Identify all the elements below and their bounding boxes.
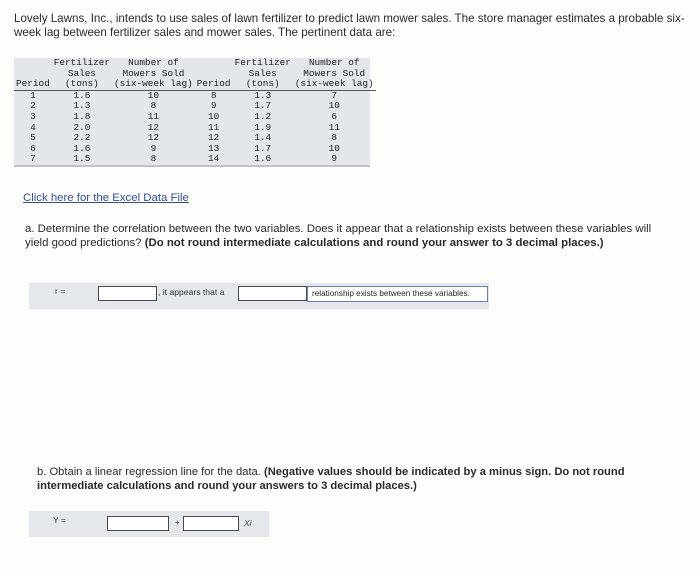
table-cell: 11 xyxy=(147,110,160,122)
table-cell: 7 xyxy=(30,153,36,165)
part-a-text: a. Determine the correlation between the two variables. Does it appear that a relationship exists between these variables will yield good predictions? xyxy=(25,223,652,249)
table-cell: 9 xyxy=(210,100,217,112)
table-cell: 10 xyxy=(147,89,160,101)
fertilizer-header-2c: (tons) xyxy=(233,79,293,90)
table-cell: 13 xyxy=(208,142,220,154)
table-cell: 3 xyxy=(30,110,36,122)
table-row xyxy=(14,101,376,112)
table-cell: 12 xyxy=(208,132,220,144)
table-cell: 12 xyxy=(147,132,160,144)
table-cell: 1.6 xyxy=(73,89,91,101)
mowers-header-1c: (six-week lag) xyxy=(114,78,193,90)
table-cell: 6 xyxy=(30,142,36,154)
table-cell: 8 xyxy=(210,89,217,101)
fertilizer-header-1b: Sales xyxy=(67,67,96,79)
period-header-1: Period xyxy=(16,78,50,90)
table-cell: 10 xyxy=(328,142,340,154)
data-table-container xyxy=(14,57,374,167)
mowers-header-1b: Mowers Sold xyxy=(122,67,185,79)
table-cell: 1.8 xyxy=(73,110,91,122)
table-row xyxy=(14,112,376,123)
table-cell: 2.2 xyxy=(73,132,91,144)
period-header-2: Period xyxy=(196,78,231,90)
table-cell: 1.2 xyxy=(254,110,272,122)
table-cell: 1.5 xyxy=(73,153,91,165)
table-cell: 1.6 xyxy=(73,142,91,154)
part-b-text: b. Obtain a linear regression line for the data. xyxy=(37,466,261,478)
table-cell: 6 xyxy=(331,110,338,122)
table-cell: 10 xyxy=(208,110,220,122)
fertilizer-header-2: Fertilizer xyxy=(234,57,291,68)
problem-intro: Lovely Lawns, Inc., intends to use sales of lawn fertilizer to predict lawn mower sales. The store manager estimates a probable six-week lag between fertilizer sales and mower sales. The pertinent data are: xyxy=(14,12,685,39)
table-row xyxy=(14,123,376,134)
table-row xyxy=(14,154,376,165)
fertilizer-header-1c: (tons) xyxy=(52,79,112,90)
table-cell: 8 xyxy=(331,132,338,144)
y-label: Y = xyxy=(53,515,66,525)
table-cell: 12 xyxy=(147,121,160,133)
table-cell: 4 xyxy=(30,121,36,133)
table-row xyxy=(14,133,376,144)
table-cell: 1.3 xyxy=(254,89,272,101)
strength-input[interactable] xyxy=(238,286,307,301)
r-input[interactable] xyxy=(98,286,157,301)
mowers-header-1: Number of xyxy=(128,57,179,68)
mowers-header-2c: (six-week lag) xyxy=(294,78,374,90)
part-b-question xyxy=(37,466,657,493)
part-a-answer-panel xyxy=(29,283,489,309)
table-cell: 14 xyxy=(208,153,220,165)
fertilizer-header-1: Fertilizer xyxy=(53,57,111,68)
part-b-answer-panel xyxy=(29,511,269,537)
table-cell: 10 xyxy=(328,100,340,112)
table-row xyxy=(14,144,376,155)
intercept-input[interactable] xyxy=(107,516,169,531)
table-cell: 1.7 xyxy=(254,142,272,154)
fertilizer-header-2b: Sales xyxy=(248,67,277,79)
table-cell: 1 xyxy=(30,89,36,101)
table-cell: 9 xyxy=(331,153,338,165)
data-table xyxy=(14,58,376,165)
r-label: r = xyxy=(55,286,66,296)
table-cell: 8 xyxy=(150,153,157,165)
appears-text: , it appears that a xyxy=(158,287,225,297)
relationship-select[interactable]: relationship exists between these variables. xyxy=(307,286,488,302)
table-cell: 1.6 xyxy=(254,153,272,165)
excel-data-link[interactable]: Click here for the Excel Data File xyxy=(23,192,189,204)
part-b-instruction: (Negative values should be indicated by a minus sign. Do not round intermediate calculations and round your answers to 3 decimal places.) xyxy=(37,466,625,492)
table-cell: 5 xyxy=(30,132,36,144)
table-cell: 11 xyxy=(208,121,220,133)
table-cell: 9 xyxy=(150,142,157,154)
table-cell: 2 xyxy=(30,100,36,112)
table-cell: 1.9 xyxy=(254,121,272,133)
slope-input[interactable] xyxy=(183,516,239,531)
mowers-header-2: Number of xyxy=(308,57,360,68)
table-cell: 1.3 xyxy=(73,100,91,112)
table-cell: 2.0 xyxy=(73,121,91,133)
table-cell: 7 xyxy=(331,89,338,101)
part-a-question xyxy=(25,223,665,250)
part-a-instruction: (Do not round intermediate calculations and round your answer to 3 decimal places.) xyxy=(144,236,604,249)
table-cell: 11 xyxy=(328,121,340,133)
mowers-header-2b: Mowers Sold xyxy=(303,67,366,79)
table-row xyxy=(14,90,376,101)
table-cell: 1.7 xyxy=(254,100,272,112)
table-cell: 8 xyxy=(150,100,157,112)
table-cell: 1.4 xyxy=(254,132,272,144)
plus-sign: + xyxy=(175,518,180,527)
xi-label: Xi xyxy=(244,518,252,528)
